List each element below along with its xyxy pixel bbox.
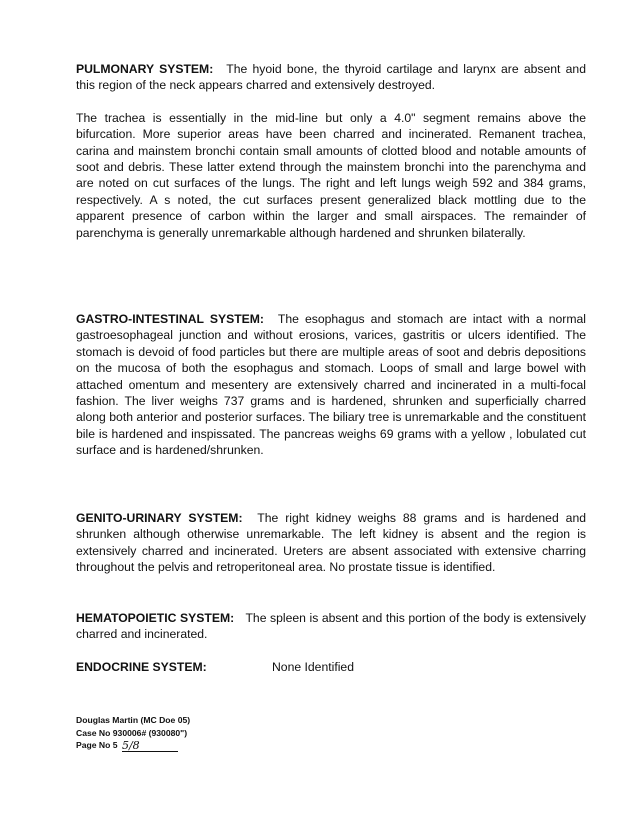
hemato-body-text: The spleen is absent and this portion of the body is extensively charred and incinerated. bbox=[76, 611, 586, 642]
pulmonary-intro-text: The hyoid bone, the thyroid cartilage and larynx are absent and this region of the neck appears charred and extensively destroyed. bbox=[76, 62, 586, 93]
gastro-section bbox=[76, 311, 586, 459]
genito-body-text: The right kidney weighs 88 grams and is hardened and shrunken although otherwise unremarkable. The left kidney is absent and the region is extensively charred and incinerated. Ureters are absent associated with extensive charring throughout the pelvis and retroperitoneal area. No prostate tissue is identified. bbox=[76, 511, 587, 575]
pulmonary-body-paragraph: The trachea is essentially in the mid-line but only a 4.0" segment remains above the bifurcation. More superior areas have been charred and incinerated. Remanent trachea, carina and mainstem bronchi contain small amounts of clotted blood and notable amounts of soot and debris. These latter extend through the mainstem bronchi into the parenchyma and are noted on cut surfaces of the lungs. The right and left lungs weigh 592 and 384 grams, respectively. A s noted, the cut surfaces present generalized black mottling due to the apparent presence of carbon within the larger and small airspaces. The remainder of parenchyma is generally unremarkable although hardened and shrunken bilaterally. bbox=[76, 110, 586, 240]
footer-page-label: Page No 5 bbox=[76, 740, 118, 751]
endocrine-section bbox=[76, 659, 586, 675]
hemato-heading: HEMATOPOIETIC SYSTEM: bbox=[76, 611, 235, 625]
gastro-body-text: The esophagus and stomach are intact with a normal gastroesophageal junction and without erosions, varices, gastritis or ulcers identified. The stomach is devoid of food particles but there are multiple areas of soot and debris depositions on the mucosa of both the esophagus and stomach. Loops of small and large bowel with attached omentum and mesentery are extensively charred and incinerated in a multi-focal fashion. The liver weighs 737 grams and is hardened, shrunken and superficially charred along both anterior and posterior surfaces. The biliary tree is unremarkable and the constituent bile is hardened and inspissated. The pancreas weighs 69 grams with a yellow , lobulated cut surface and is hardened/shrunken. bbox=[76, 312, 586, 458]
hemato-paragraph bbox=[76, 610, 586, 643]
gastro-heading: GASTRO-INTESTINAL SYSTEM: bbox=[76, 312, 264, 326]
handwritten-page-number: 5/8 bbox=[122, 741, 178, 752]
genito-section bbox=[76, 510, 586, 576]
genito-paragraph bbox=[76, 510, 586, 576]
genito-heading: GENITO-URINARY SYSTEM: bbox=[76, 511, 243, 525]
pulmonary-intro-paragraph bbox=[76, 61, 586, 94]
endocrine-body-text: None Identified bbox=[272, 660, 354, 674]
endocrine-heading: ENDOCRINE SYSTEM: bbox=[76, 660, 207, 674]
hemato-section bbox=[76, 610, 586, 643]
pulmonary-heading: PULMONARY SYSTEM: bbox=[76, 62, 214, 76]
footer-name-line: Douglas Martin (MC Doe 05) bbox=[76, 715, 191, 725]
footer-case-line: Case No 930006# (930080") bbox=[76, 727, 188, 738]
footer-page-line bbox=[76, 739, 190, 752]
pulmonary-section bbox=[76, 61, 586, 241]
gastro-paragraph bbox=[76, 311, 586, 459]
document-footer bbox=[76, 714, 190, 752]
